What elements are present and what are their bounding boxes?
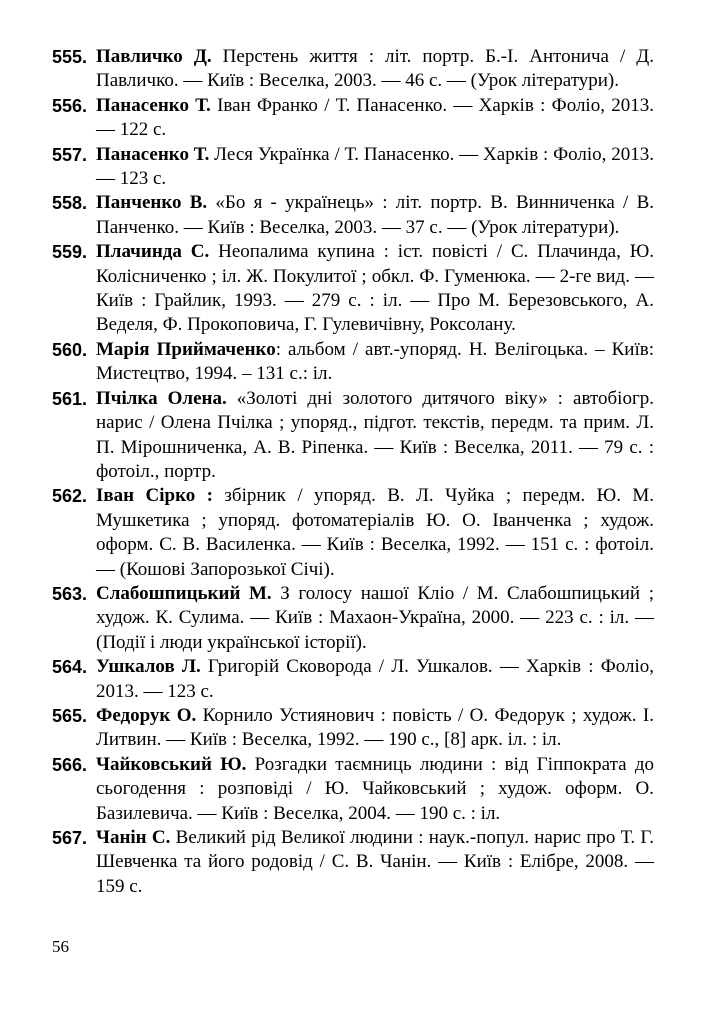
entry-description: Григорій Сковорода / Л. Ушкалов. — Харків : Фоліо, 2013. — 123 с. <box>96 656 654 702</box>
entry-author: Плачинда С. <box>96 241 210 263</box>
entry-author: Чанін С. <box>96 827 171 848</box>
entry-author: Слабошпицький М. <box>96 582 272 604</box>
entry-number: 561. <box>52 388 88 409</box>
entry-number: 559. <box>52 242 88 263</box>
entry-author: Панченко В. <box>96 192 208 214</box>
entry-description: Іван Франко / Т. Панасенко. — Харків : Фоліо, 2013. — 122 с. <box>96 94 654 141</box>
entry-author: Панасенко Т. <box>96 94 211 116</box>
entry-author: Марія Приймаченко <box>96 338 276 360</box>
bibliography-entry <box>52 338 654 387</box>
entry-number: 560. <box>52 339 88 360</box>
entry-number: 566. <box>52 754 88 775</box>
entry-number: 556. <box>52 95 88 116</box>
entry-author: Іван Сірко : <box>96 485 213 507</box>
entry-number: 562. <box>52 486 88 507</box>
bibliography-entry <box>52 826 654 899</box>
entry-author: Пчілка Олена. <box>96 387 227 409</box>
entry-author: Чайковський Ю. <box>96 753 247 775</box>
bibliography-entry <box>52 655 654 704</box>
bibliography-list <box>52 45 654 899</box>
bibliography-entry <box>52 484 654 582</box>
bibliography-entry <box>52 704 654 753</box>
entry-description: «Золоті дні золотого дитячого віку» : автобіогр. нарис / Олена Пчілка ; упоряд., підгот. текстів, передм. та прим. Л. П. Мірошниченка, А. В. Ріпенка. — Київ : Веселка, 2011. — 79 с. : фотоіл., портр. <box>96 387 654 482</box>
entry-description: Корнило Устиянович : повість / О. Федорук ; худож. І. Литвин. — Київ : Веселка, 1992. — 190 с., [8] арк. іл. : іл. <box>96 704 655 751</box>
bibliography-entry <box>52 387 654 485</box>
entry-description: Неопалима купина : іст. повісті / С. Плачинда, Ю. Колісниченко ; іл. Ж. Покулитої ; обкл. Ф. Гуменюка. — 2-ге вид. — Київ : Грайлик, 1993. — 279 с. : іл. — Про М. Березовського, А. Веделя, Ф. Прокоповича, Г. Гулевичівну, Роксолану. <box>96 241 654 336</box>
entry-description: Леся Українка / Т. Панасенко. — Харків : Фоліо, 2013. — 123 с. <box>96 143 654 190</box>
bibliography-entry <box>52 191 654 240</box>
entry-number: 558. <box>52 193 88 214</box>
entry-number: 563. <box>52 583 88 604</box>
entry-description: : альбом / авт.-упоряд. Н. Велігоцька. – Київ: Мистецтво, 1994. – 131 с.: іл. <box>96 338 654 385</box>
entry-number: 567. <box>52 828 88 848</box>
entry-description: Великий рід Великої людини : наук.-попул. нарис про Т. Г. Шевченка та його родовід / С. В. Чанін. — Київ : Елібре, 2008. — 159 с. <box>96 827 654 897</box>
entry-description: «Бо я - українець» : літ. портр. В. Винниченка / В. Панченко. — Київ : Веселка, 2003. — 37 с. — (Урок літератури). <box>96 192 654 238</box>
entry-author: Панасенко Т. <box>96 143 210 165</box>
bibliography-entry <box>52 582 654 655</box>
bibliography-entry <box>52 143 654 192</box>
entry-number: 565. <box>52 705 88 726</box>
bibliography-entry <box>52 45 654 94</box>
entry-author: Ушкалов Л. <box>96 656 201 678</box>
entry-number: 564. <box>52 657 88 678</box>
entry-number: 557. <box>52 144 88 165</box>
entry-description: З голосу нашої Кліо / М. Слабошпицький ; худож. К. Сулима. — Київ : Махаон-Україна, 2000. — 223 с. : іл. — (Події і люди української історії). <box>96 582 654 653</box>
entry-number: 555. <box>52 47 88 67</box>
entry-description: збірник / упоряд. В. Л. Чуйка ; передм. Ю. М. Мушкетика ; упоряд. фотоматеріалів Ю. О. Іванченка ; худож. оформ. С. В. Василенка. — Київ : Веселка, 1992. — 151 с. : фотоіл. — (Кошові Запорозької Січі). <box>96 485 654 580</box>
page-number: 56 <box>52 937 69 956</box>
entry-description: Розгадки таємниць людини : від Гіппократа до сьогодення : розповіді / Ю. Чайковський ; худож. оформ. О. Базилевича. — Київ : Веселка, 2004. — 190 с. : іл. <box>96 753 654 824</box>
entry-author: Федорук О. <box>96 704 197 726</box>
bibliography-entry <box>52 94 654 143</box>
bibliography-entry <box>52 753 654 826</box>
entry-description: Перстень життя : літ. портр. Б.-І. Антонича / Д. Павличко. — Київ : Веселка, 2003. — 46 с. — (Урок літератури). <box>96 46 655 92</box>
entry-author: Павличко Д. <box>96 46 212 67</box>
bibliography-entry <box>52 240 654 338</box>
